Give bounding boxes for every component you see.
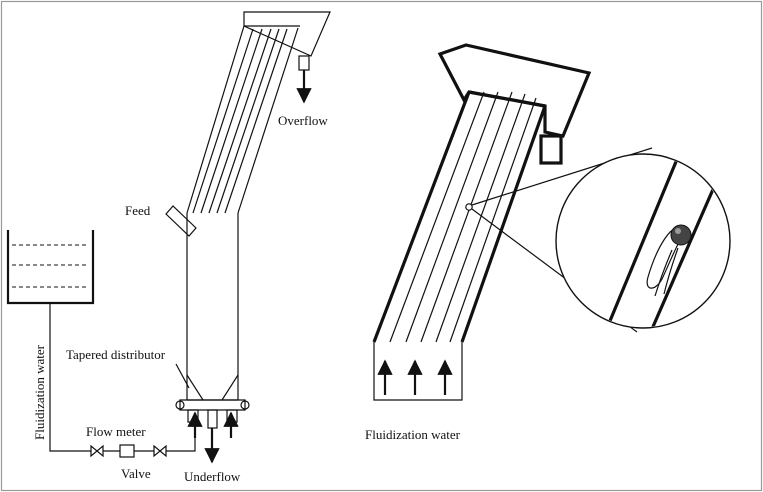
label-overflow: Overflow	[278, 113, 328, 128]
bottom-flange	[176, 400, 249, 428]
column-lower-section	[187, 213, 238, 400]
feed-pipe	[166, 206, 196, 236]
valve-1	[91, 446, 103, 456]
particle-bubble	[671, 225, 691, 245]
label-flow-meter: Flow meter	[86, 424, 146, 439]
flow-meter	[120, 445, 134, 457]
valve-2	[154, 446, 166, 456]
right-inclined-channel	[374, 92, 545, 342]
label-fluidization-water-right: Fluidization water	[365, 427, 460, 442]
right-overflow-box	[440, 45, 589, 163]
label-tapered-distributor: Tapered distributor	[66, 347, 166, 362]
label-fluidization-water-left: Fluidization water	[32, 345, 47, 440]
right-inlet-box	[374, 342, 462, 400]
particle-highlight	[675, 228, 681, 234]
right-panel	[365, 45, 730, 442]
left-panel	[8, 12, 330, 484]
label-underflow: Underflow	[184, 469, 241, 484]
water-tank	[8, 230, 93, 303]
label-feed: Feed	[125, 203, 151, 218]
label-valve: Valve	[121, 466, 151, 481]
particle-marker	[466, 204, 472, 210]
